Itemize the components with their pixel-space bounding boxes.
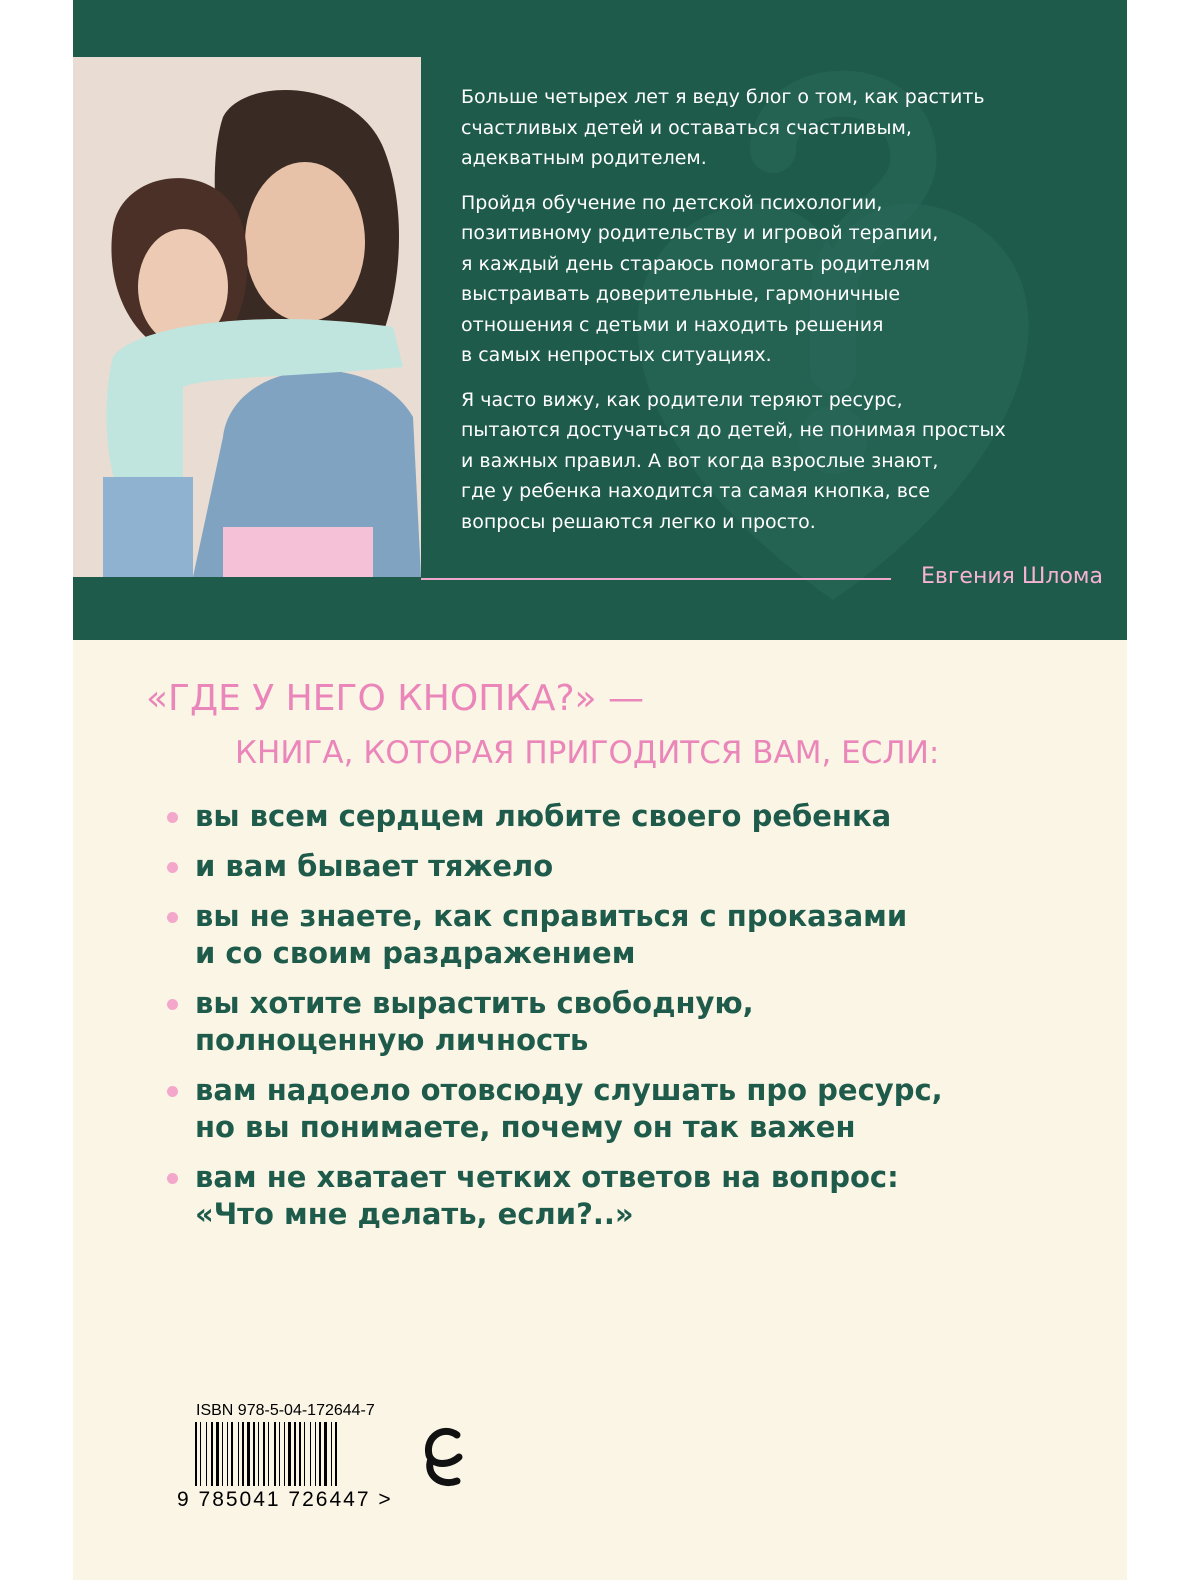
barcode-bar [200, 1422, 201, 1486]
barcode-bar [284, 1422, 285, 1486]
bullet-dot-icon [167, 1173, 178, 1184]
author-name: Евгения Шлома [921, 564, 1103, 589]
barcode-bar [268, 1422, 269, 1486]
barcode-bar [335, 1422, 337, 1486]
benefits-list [163, 798, 1063, 1246]
list-item-text: вы всем сердцем любите своего ребенка [195, 799, 892, 833]
barcode-bar [288, 1422, 291, 1486]
author-photo [73, 57, 421, 577]
barcode-bar [310, 1422, 311, 1486]
book-back-cover [73, 0, 1127, 1580]
barcode-bar [319, 1422, 321, 1486]
author-panel [73, 0, 1127, 640]
bio-paragraph-1: Больше четырех лет я веду блог о том, как растить счастливых детей и оставаться счастливым, адекватным родителем. [461, 86, 985, 169]
list-item [163, 1072, 1063, 1146]
list-item-text: вам не хватает четких ответов на вопрос: «Что мне делать, если?..» [195, 1160, 899, 1231]
bio-paragraph-3: Я часто вижу, как родители теряют ресурс, пытаются достучаться до детей, не понимая простых и важных правил. А вот когда взрослые знают, где у ребенка находится та самая кнопка, все вопросы решаются легко и просто. [461, 388, 1006, 533]
barcode-bar [222, 1422, 223, 1486]
publisher-logo-icon [421, 1425, 469, 1491]
mother-daughter-illustration [73, 57, 421, 577]
barcode-bar [304, 1422, 305, 1486]
list-item [163, 798, 1063, 835]
barcode-bar [211, 1422, 213, 1486]
bullet-dot-icon [167, 912, 178, 923]
barcode-bar [263, 1422, 265, 1486]
bullet-dot-icon [167, 812, 178, 823]
barcode-bar [247, 1422, 250, 1486]
list-item-text: и вам бывает тяжело [195, 849, 554, 883]
barcode-bar [294, 1422, 296, 1486]
barcode-bar [258, 1422, 259, 1486]
headline-title: «ГДЕ У НЕГО КНОПКА?» — [146, 678, 645, 719]
bullet-dot-icon [167, 1086, 178, 1097]
barcode-bar [324, 1422, 327, 1486]
barcode [193, 1422, 383, 1490]
barcode-bar [299, 1422, 301, 1486]
barcode-bar [242, 1422, 244, 1486]
barcode-bar [195, 1422, 197, 1486]
barcode-bar [216, 1422, 219, 1486]
barcode-bar [253, 1422, 255, 1486]
bio-paragraph-2: Пройдя обучение по детской психологии, позитивному родительству и игровой терапии, я каждый день стараюсь помогать родителям выстраивать доверительные, гармоничные отношения с детьми и находить решения в самых непростых ситуациях. [461, 191, 939, 366]
barcode-bar [231, 1422, 233, 1486]
list-item-text: вы хотите вырастить свободную, полноценную личность [195, 986, 754, 1057]
bullet-dot-icon [167, 862, 178, 873]
list-item-text: вам надоело отовсюду слушать про ресурс, но вы понимаете, почему он так важен [195, 1073, 943, 1144]
signature-divider [421, 578, 891, 580]
author-bio [461, 82, 1071, 551]
barcode-number: 9 785041 726447 > [177, 1488, 393, 1511]
barcode-bar [279, 1422, 280, 1486]
barcode-bar [331, 1422, 332, 1486]
headline-subtitle: КНИГА, КОТОРАЯ ПРИГОДИТСЯ ВАМ, ЕСЛИ: [235, 735, 940, 771]
list-item [163, 848, 1063, 885]
list-item [163, 985, 1063, 1059]
barcode-bar [238, 1422, 239, 1486]
barcode-bar [227, 1422, 228, 1486]
list-item [163, 898, 1063, 972]
list-item [163, 1159, 1063, 1233]
barcode-bar [274, 1422, 276, 1486]
isbn-label: ISBN 978-5-04-172644-7 [196, 1402, 375, 1419]
bullet-dot-icon [167, 999, 178, 1010]
barcode-bar [206, 1422, 207, 1486]
barcode-bar [315, 1422, 316, 1486]
list-item-text: вы не знаете, как справиться с проказами и со своим раздражением [195, 899, 908, 970]
